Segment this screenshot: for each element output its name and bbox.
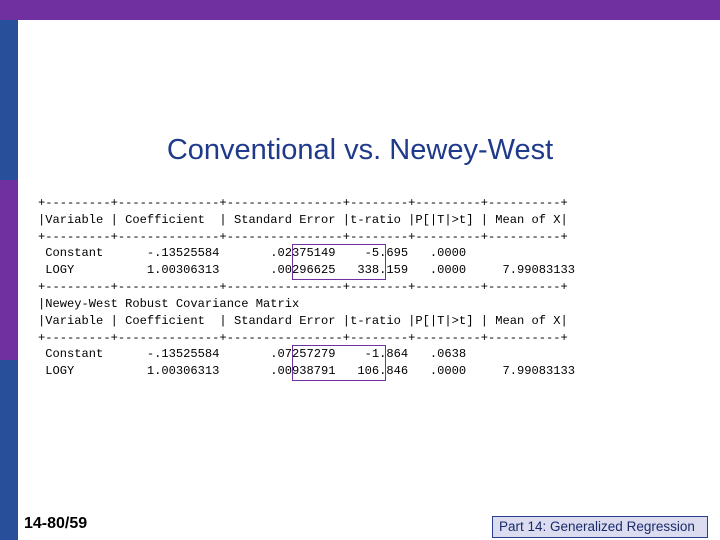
highlight-box-newey-west-se [292, 345, 386, 381]
output-line-5: LOGY 1.00306313 .00296625 338.159 .0000 7.99083133 [38, 263, 576, 277]
output-line-9: +---------+--------------+----------------+--------+---------+----------+ [38, 331, 568, 345]
output-line-11: LOGY 1.00306313 .00938791 106.846 .0000 7.99083133 [38, 364, 576, 378]
left-accent-bar-lower [0, 360, 18, 540]
top-accent-bar [0, 0, 720, 20]
slide-title: Conventional vs. Newey-West [166, 134, 554, 166]
slide-number: 14-80/59 [24, 515, 88, 532]
left-accent-bar-middle [0, 180, 18, 360]
output-line-7: |Newey-West Robust Covariance Matrix [38, 297, 300, 311]
footer-label: Part 14: Generalized Regression [492, 516, 708, 538]
output-line-4: Constant -.13525584 .02375149 -5.695 .0000 [38, 246, 467, 260]
output-line-8: |Variable | Coefficient | Standard Error |t-ratio |P[|T|>t] | Mean of X| [38, 314, 568, 328]
highlight-box-conventional-se [292, 244, 386, 280]
output-line-6: +---------+--------------+----------------+--------+---------+----------+ [38, 280, 568, 294]
output-line-3: +---------+--------------+----------------+--------+---------+----------+ [38, 230, 568, 244]
output-line-10: Constant -.13525584 .07257279 -1.864 .0638 [38, 347, 467, 361]
output-line-2: |Variable | Coefficient | Standard Error |t-ratio |P[|T|>t] | Mean of X| [38, 213, 568, 227]
output-line-1: +---------+--------------+----------------+--------+---------+----------+ [38, 196, 568, 210]
